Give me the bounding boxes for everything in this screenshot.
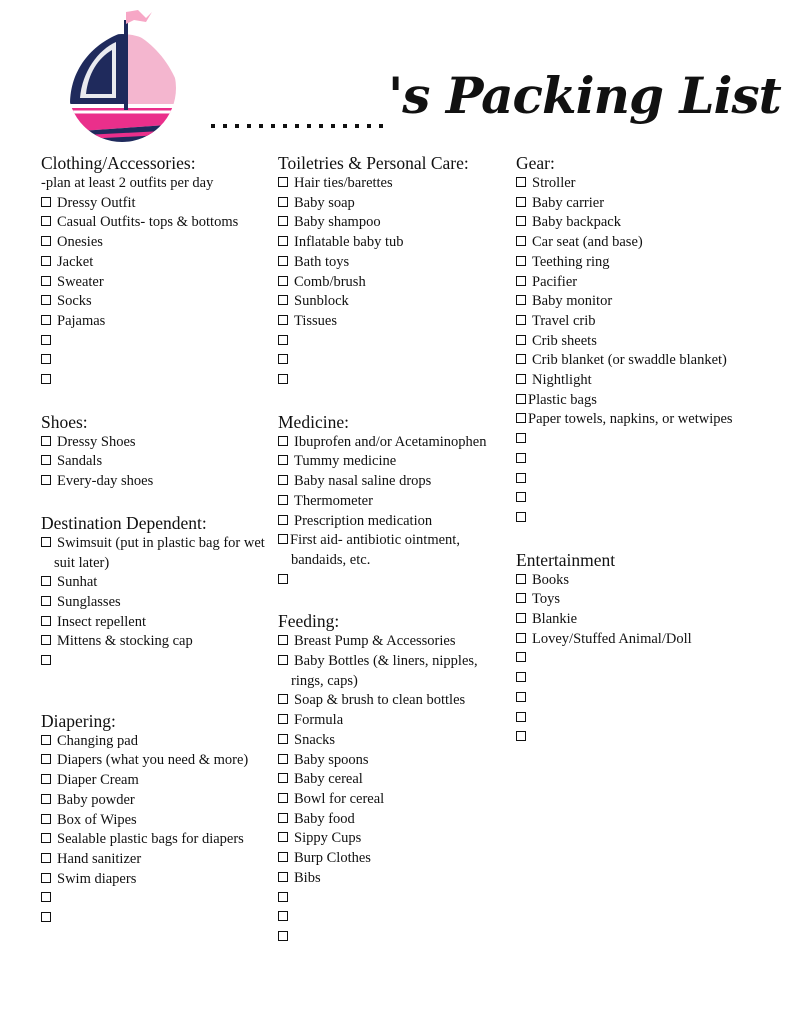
section-heading: Entertainment (516, 549, 616, 570)
checkbox-icon[interactable] (516, 256, 526, 266)
checklist-item[interactable]: Prescription medication (278, 512, 510, 532)
checklist-item[interactable]: Sunhat (41, 573, 269, 593)
checkbox-icon[interactable] (278, 872, 288, 882)
checkbox-icon[interactable] (278, 335, 288, 345)
checklist-item[interactable]: Baby food (278, 810, 510, 830)
checkbox-icon[interactable] (278, 931, 288, 941)
checklist-item[interactable]: Ibuprofen and/or Acetaminophen (278, 433, 510, 453)
checkbox-icon[interactable] (516, 177, 526, 187)
checklist-item[interactable]: Changing pad (41, 732, 269, 752)
checkbox-icon[interactable] (41, 774, 51, 784)
checklist-item[interactable] (516, 649, 756, 669)
checklist-item[interactable]: Tummy medicine (278, 452, 510, 472)
checklist-item[interactable]: Plastic bags (516, 391, 756, 411)
checklist-item[interactable] (41, 889, 269, 909)
checkbox-icon[interactable] (278, 276, 288, 286)
checklist-item[interactable]: Formula (278, 711, 510, 731)
column-2 (278, 152, 510, 948)
checklist-item[interactable] (516, 728, 756, 748)
section-heading: Medicine: (278, 411, 349, 432)
checklist-item[interactable] (516, 669, 756, 689)
checkbox-icon[interactable] (516, 672, 526, 682)
section-medicine (278, 411, 510, 591)
checklist-item[interactable] (278, 571, 510, 591)
checkbox-icon[interactable] (41, 754, 51, 764)
pink-sail (128, 30, 182, 104)
checklist-item[interactable] (516, 509, 756, 529)
checkbox-icon[interactable] (278, 892, 288, 902)
checkbox-icon[interactable] (278, 495, 288, 505)
checklist-item[interactable]: Comb/brush (278, 273, 510, 293)
checkbox-icon[interactable] (278, 734, 288, 744)
checkbox-icon[interactable] (516, 512, 526, 522)
checklist-item[interactable]: Tissues (278, 312, 510, 332)
checkbox-icon[interactable] (516, 692, 526, 702)
checklist-item[interactable] (516, 489, 756, 509)
checklist-item[interactable] (516, 689, 756, 709)
checkbox-icon[interactable] (41, 256, 51, 266)
name-blank-line (203, 124, 391, 128)
checklist-item[interactable]: Baby spoons (278, 751, 510, 771)
checkbox-icon[interactable] (278, 574, 288, 584)
checkbox-icon[interactable] (41, 616, 51, 626)
checklist-item[interactable]: Baby monitor (516, 292, 756, 312)
checklist-item[interactable]: Car seat (and base) (516, 233, 756, 253)
checklist-item[interactable]: Pacifier (516, 273, 756, 293)
checkbox-icon[interactable] (41, 655, 51, 665)
checkbox-icon[interactable] (516, 413, 526, 423)
checkbox-icon[interactable] (516, 433, 526, 443)
checklist-item[interactable]: Every-day shoes (41, 472, 269, 492)
section-note: -plan at least 2 outfits per day (41, 175, 214, 191)
checkbox-icon[interactable] (516, 335, 526, 345)
checkbox-icon[interactable] (41, 455, 51, 465)
checklist-item[interactable] (41, 332, 269, 352)
checkbox-icon[interactable] (41, 576, 51, 586)
checkbox-icon[interactable] (278, 315, 288, 325)
checkbox-icon[interactable] (41, 475, 51, 485)
checkbox-icon[interactable] (41, 892, 51, 902)
section-heading: Diapering: (41, 710, 116, 731)
checklist-item[interactable]: Baby soap (278, 194, 510, 214)
checklist-item[interactable]: Swim diapers (41, 870, 269, 890)
checklist-item[interactable]: Hand sanitizer (41, 850, 269, 870)
checkbox-icon[interactable] (278, 754, 288, 764)
checklist-item[interactable]: Inflatable baby tub (278, 233, 510, 253)
page-title: 's Packing List (388, 66, 781, 125)
checkbox-icon[interactable] (278, 354, 288, 364)
sailboat-logo-icon (66, 8, 182, 148)
checkbox-icon[interactable] (516, 354, 526, 364)
checklist-item[interactable]: Diapers (what you need & more) (41, 751, 269, 771)
checklist-item[interactable] (41, 652, 269, 672)
checklist-item[interactable]: Hair ties/barettes (278, 174, 510, 194)
checklist-item[interactable] (41, 909, 269, 929)
checkbox-icon[interactable] (41, 276, 51, 286)
checklist-item[interactable] (516, 450, 756, 470)
checkbox-icon[interactable] (278, 236, 288, 246)
checkbox-icon[interactable] (41, 197, 51, 207)
checkbox-icon[interactable] (41, 873, 51, 883)
section-diapering (41, 710, 269, 929)
checkbox-icon[interactable] (516, 315, 526, 325)
checkbox-icon[interactable] (278, 635, 288, 645)
checkbox-icon[interactable] (278, 534, 288, 544)
column-3 (516, 152, 756, 748)
checklist-item[interactable]: Socks (41, 292, 269, 312)
checkbox-icon[interactable] (41, 436, 51, 446)
checkbox-icon[interactable] (516, 652, 526, 662)
checkbox-icon[interactable] (278, 177, 288, 187)
section-heading: Destination Dependent: (41, 512, 207, 533)
checklist-item[interactable]: Crib blanket (or swaddle blanket) (516, 351, 756, 371)
checkbox-icon[interactable] (278, 515, 288, 525)
checklist-item[interactable]: Sweater (41, 273, 269, 293)
checklist-item[interactable] (278, 371, 510, 391)
checkbox-icon[interactable] (41, 295, 51, 305)
checklist-item[interactable]: Swimsuit (put in plastic bag for wet suit later) (41, 534, 269, 573)
checklist-item[interactable]: Casual Outfits- tops & bottoms (41, 213, 269, 233)
checkbox-icon[interactable] (516, 492, 526, 502)
checkbox-icon[interactable] (278, 852, 288, 862)
checkbox-icon[interactable] (278, 694, 288, 704)
checklist-item[interactable]: Breast Pump & Accessories (278, 632, 510, 652)
section-heading: Toiletries & Personal Care: (278, 153, 469, 173)
checklist-item[interactable]: Pajamas (41, 312, 269, 332)
checklist-item[interactable] (278, 889, 510, 909)
checklist-item[interactable] (278, 351, 510, 371)
checkbox-icon[interactable] (278, 295, 288, 305)
section-feeding (278, 610, 510, 947)
checklist-item[interactable]: Paper towels, napkins, or wetwipes (516, 410, 756, 430)
checklist-item[interactable]: Crib sheets (516, 332, 756, 352)
checklist-item[interactable] (278, 928, 510, 948)
checkbox-icon[interactable] (516, 593, 526, 603)
checklist-item[interactable]: Baby cereal (278, 770, 510, 790)
checkbox-icon[interactable] (41, 596, 51, 606)
checklist-item[interactable]: Baby carrier (516, 194, 756, 214)
checklist-item[interactable]: Bowl for cereal (278, 790, 510, 810)
checklist-item[interactable]: Snacks (278, 731, 510, 751)
section-toiletries (278, 152, 510, 391)
section-entertainment (516, 549, 756, 748)
checklist-item[interactable]: Sunglasses (41, 593, 269, 613)
checkbox-icon[interactable] (278, 475, 288, 485)
checkbox-icon[interactable] (41, 374, 51, 384)
section-clothing (41, 152, 269, 391)
checkbox-icon[interactable] (278, 256, 288, 266)
checkbox-icon[interactable] (278, 911, 288, 921)
checklist-item[interactable] (41, 351, 269, 371)
checklist-item[interactable]: Baby Bottles (& liners, nipples, rings, caps) (278, 652, 510, 691)
checklist-item[interactable] (516, 430, 756, 450)
checkbox-icon[interactable] (516, 197, 526, 207)
section-heading: Clothing/Accessories: (41, 153, 196, 173)
checklist-item[interactable]: Insect repellent (41, 613, 269, 633)
section-gear (516, 152, 756, 529)
checkbox-icon[interactable] (41, 335, 51, 345)
checkbox-icon[interactable] (278, 714, 288, 724)
checklist-item[interactable]: Burp Clothes (278, 849, 510, 869)
checklist-item[interactable]: Toys (516, 590, 756, 610)
checkbox-icon[interactable] (278, 773, 288, 783)
checkbox-icon[interactable] (278, 374, 288, 384)
checkbox-icon[interactable] (41, 735, 51, 745)
checklist-item[interactable]: Baby backpack (516, 213, 756, 233)
checklist-item[interactable]: Mittens & stocking cap (41, 632, 269, 652)
checkbox-icon[interactable] (41, 635, 51, 645)
checklist-item[interactable]: Box of Wipes (41, 811, 269, 831)
section-shoes (41, 411, 269, 492)
checkbox-icon[interactable] (516, 453, 526, 463)
checklist-item[interactable]: Sandals (41, 452, 269, 472)
checklist-item[interactable]: Bath toys (278, 253, 510, 273)
checkbox-icon[interactable] (41, 315, 51, 325)
checklist-item[interactable]: Books (516, 571, 756, 591)
checkbox-icon[interactable] (278, 455, 288, 465)
checkbox-icon[interactable] (516, 394, 526, 404)
checklist-item[interactable]: Soap & brush to clean bottles (278, 691, 510, 711)
checkbox-icon[interactable] (516, 473, 526, 483)
checklist-item[interactable]: Teething ring (516, 253, 756, 273)
section-heading: Gear: (516, 153, 555, 173)
checklist-item[interactable]: Baby powder (41, 791, 269, 811)
checkbox-icon[interactable] (278, 655, 288, 665)
checklist-item[interactable] (516, 470, 756, 490)
checklist-item[interactable]: Jacket (41, 253, 269, 273)
checklist-item[interactable]: Lovey/Stuffed Animal/Doll (516, 630, 756, 650)
checkbox-icon[interactable] (516, 276, 526, 286)
checklist-item[interactable]: Baby nasal saline drops (278, 472, 510, 492)
checklist-item[interactable]: Sealable plastic bags for diapers (41, 830, 269, 850)
checkbox-icon[interactable] (516, 613, 526, 623)
checklist-item[interactable]: Nightlight (516, 371, 756, 391)
checklist-item[interactable]: Dressy Shoes (41, 433, 269, 453)
checkbox-icon[interactable] (41, 912, 51, 922)
checkbox-icon[interactable] (516, 295, 526, 305)
section-heading: Feeding: (278, 611, 340, 632)
checklist-item[interactable] (278, 908, 510, 928)
checklist-item[interactable]: Sippy Cups (278, 829, 510, 849)
checkbox-icon[interactable] (516, 216, 526, 226)
checkbox-icon[interactable] (41, 853, 51, 863)
checkbox-icon[interactable] (278, 793, 288, 803)
checkbox-icon[interactable] (516, 374, 526, 384)
checkbox-icon[interactable] (278, 832, 288, 842)
checkbox-icon[interactable] (41, 833, 51, 843)
column-1 (41, 152, 269, 929)
checkbox-icon[interactable] (278, 813, 288, 823)
checklist-item[interactable]: Blankie (516, 610, 756, 630)
checklist-item[interactable]: Baby shampoo (278, 213, 510, 233)
checkbox-icon[interactable] (41, 537, 51, 547)
checklist-item[interactable]: Bibs (278, 869, 510, 889)
section-heading: Shoes: (41, 411, 88, 432)
checklist-item[interactable]: Travel crib (516, 312, 756, 332)
checklist-item[interactable]: Sunblock (278, 292, 510, 312)
checkbox-icon[interactable] (41, 794, 51, 804)
checklist-item[interactable] (41, 371, 269, 391)
checkbox-icon[interactable] (41, 354, 51, 364)
checklist-item[interactable]: First aid- antibiotic ointment, bandaids, etc. (278, 531, 510, 570)
checkbox-icon[interactable] (516, 712, 526, 722)
checklist-item[interactable]: Diaper Cream (41, 771, 269, 791)
checklist-item[interactable] (516, 709, 756, 729)
checklist-item[interactable]: Stroller (516, 174, 756, 194)
checkbox-icon[interactable] (278, 436, 288, 446)
checkbox-icon[interactable] (516, 633, 526, 643)
checkbox-icon[interactable] (516, 236, 526, 246)
checkbox-icon[interactable] (516, 731, 526, 741)
checkbox-icon[interactable] (41, 814, 51, 824)
checkbox-icon[interactable] (278, 197, 288, 207)
checklist-item[interactable]: Thermometer (278, 492, 510, 512)
checklist-item[interactable]: Onesies (41, 233, 269, 253)
section-destination (41, 512, 269, 672)
checkbox-icon[interactable] (516, 574, 526, 584)
checklist-item[interactable] (278, 332, 510, 352)
flag (126, 10, 152, 24)
checklist-item[interactable]: Dressy Outfit (41, 194, 269, 214)
checkbox-icon[interactable] (278, 216, 288, 226)
checkbox-icon[interactable] (41, 236, 51, 246)
checkbox-icon[interactable] (41, 216, 51, 226)
